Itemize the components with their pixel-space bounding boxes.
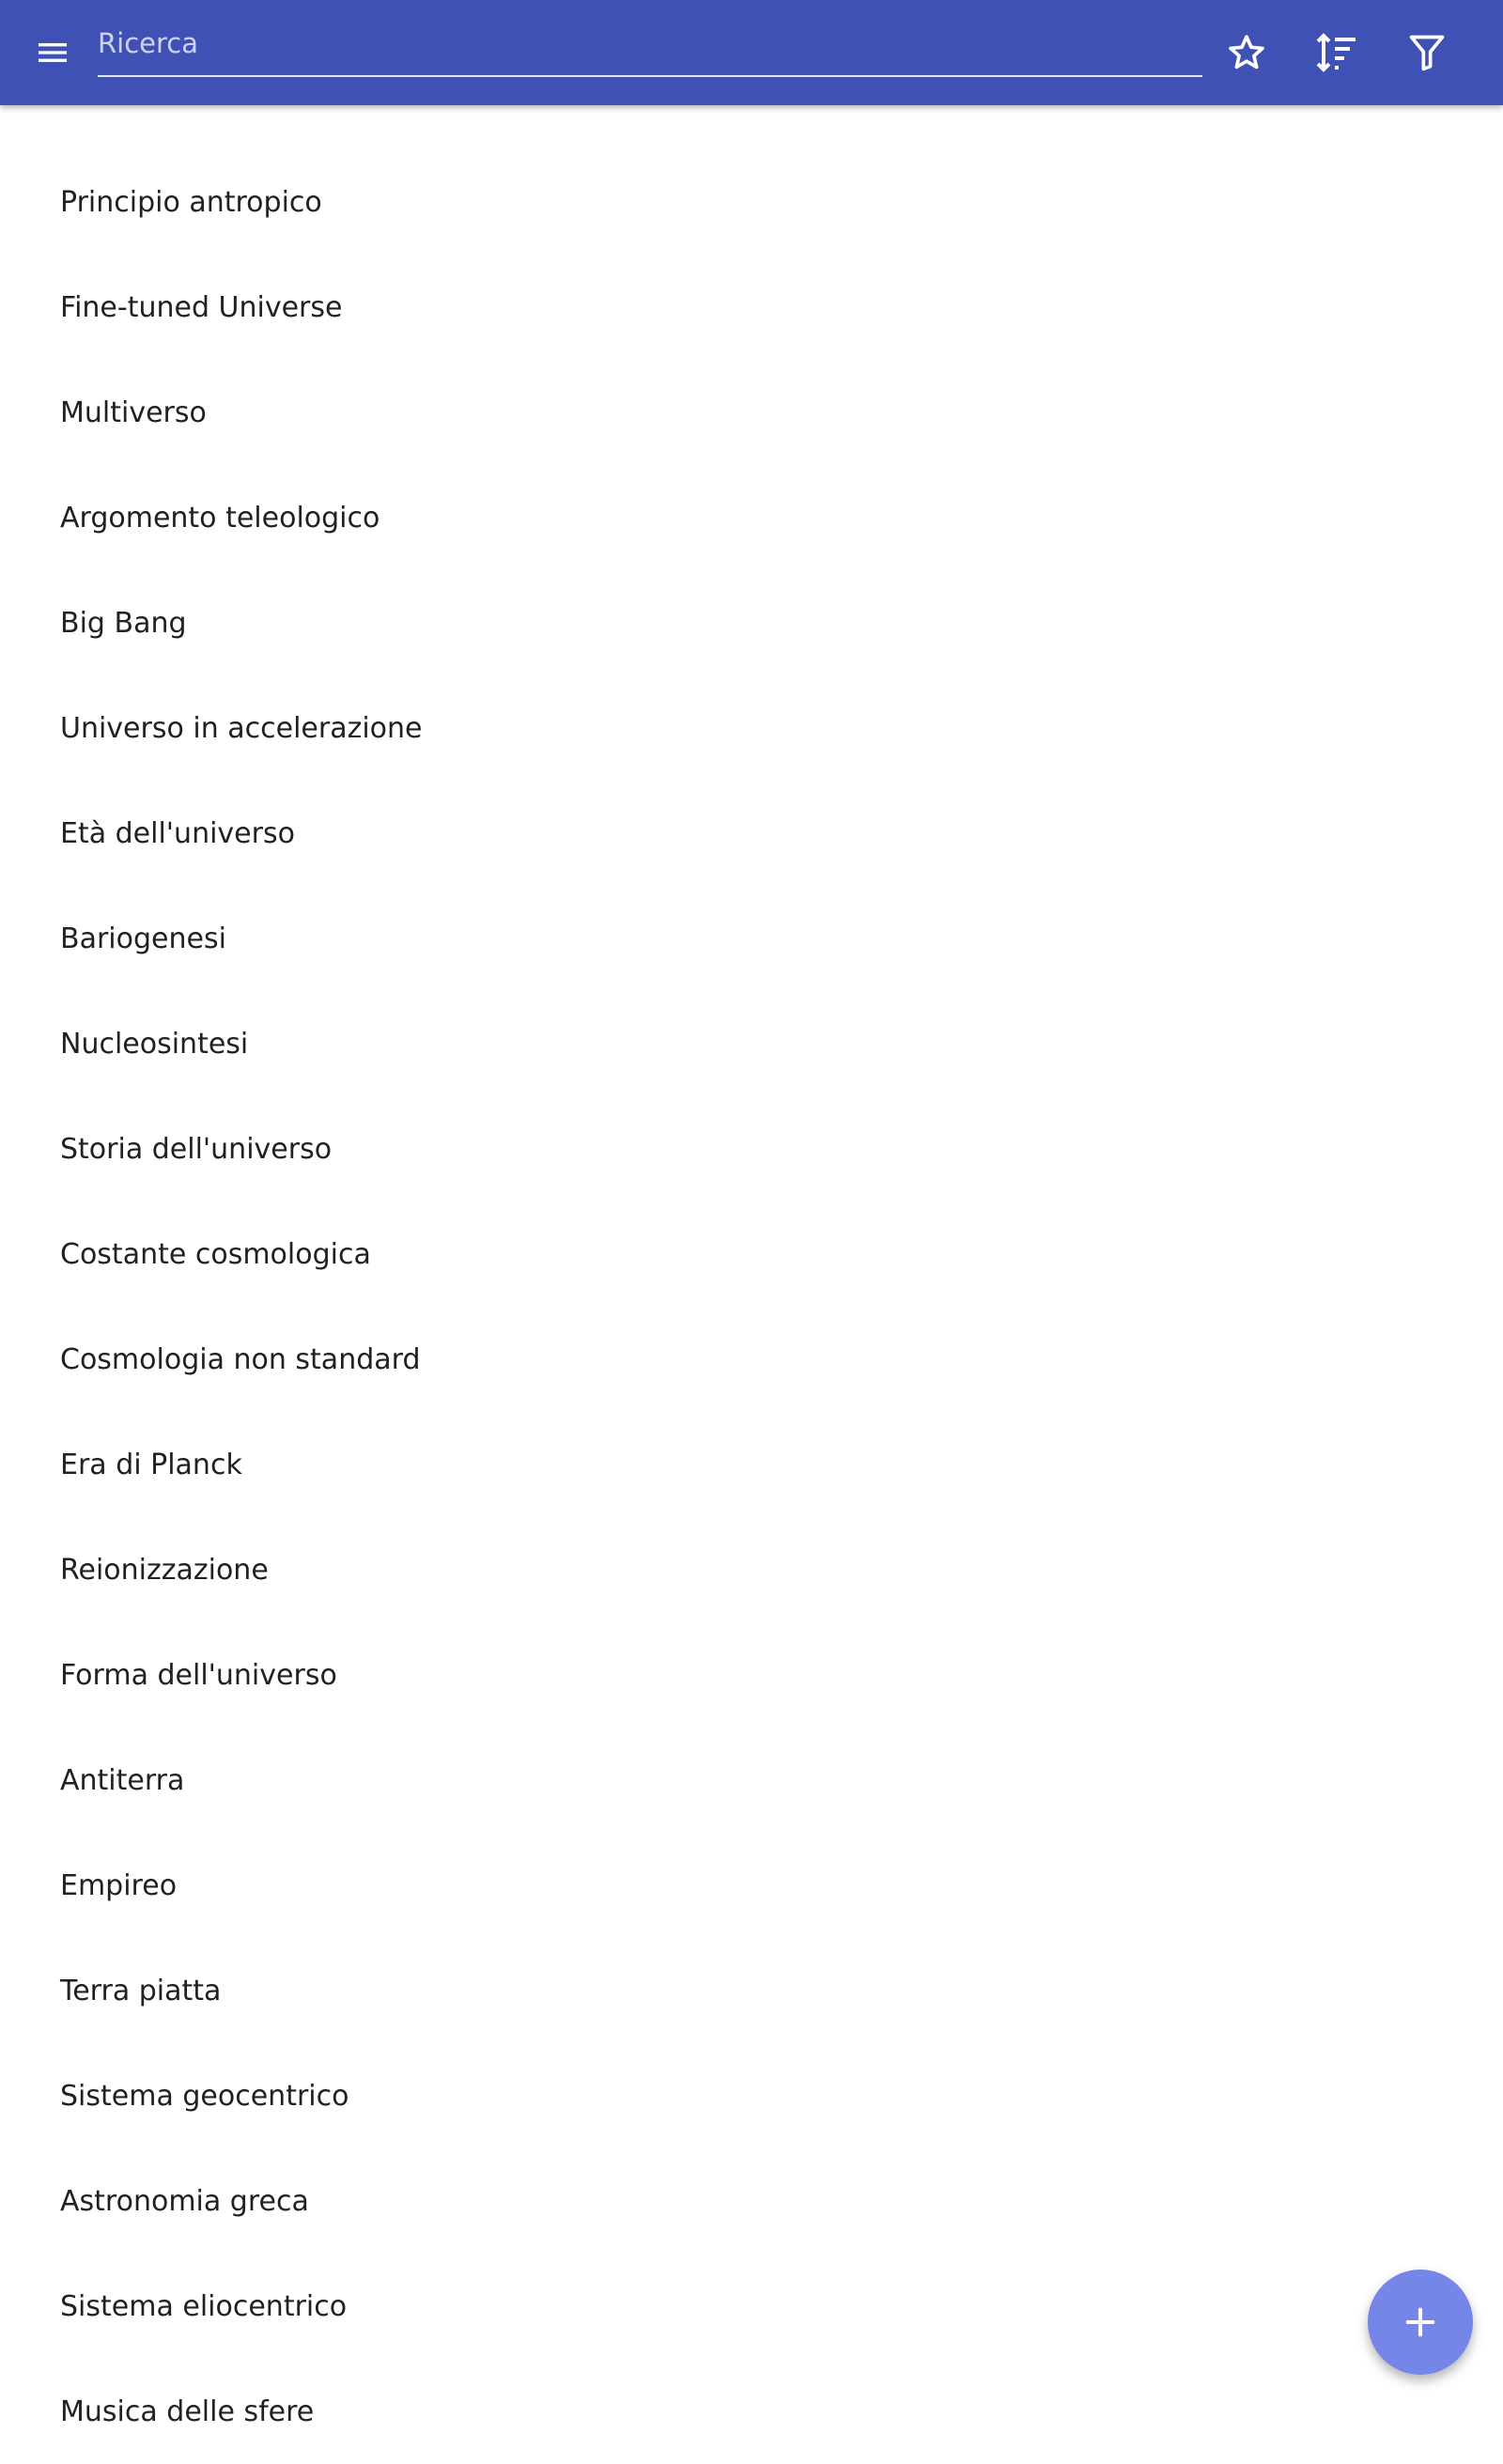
list-item-label: Cosmologia non standard <box>60 1342 421 1376</box>
list-item-label: Universo in accelerazione <box>60 711 423 745</box>
top-app-bar <box>0 0 1503 105</box>
list-item-label: Empireo <box>60 1868 178 1902</box>
list-item[interactable] <box>0 1938 1503 2043</box>
list-item[interactable] <box>0 2148 1503 2254</box>
list-item[interactable] <box>0 1833 1503 1938</box>
list-item[interactable] <box>0 675 1503 781</box>
list-item-label: Fine-tuned Universe <box>60 290 343 324</box>
list-item-label: Forma dell'universo <box>60 1658 337 1692</box>
list-item[interactable] <box>0 991 1503 1096</box>
list-item[interactable] <box>0 2043 1503 2148</box>
list-item[interactable] <box>0 1622 1503 1728</box>
sort-button[interactable] <box>1307 23 1367 83</box>
filter-button[interactable] <box>1397 23 1457 83</box>
add-button[interactable] <box>1368 2270 1473 2375</box>
filter-icon <box>1406 32 1448 73</box>
list-item-label: Terra piatta <box>60 1974 222 2007</box>
sort-icon <box>1314 30 1359 75</box>
search-input[interactable] <box>98 15 1202 71</box>
search-field[interactable] <box>98 15 1202 77</box>
list-item-label: Big Bang <box>60 606 187 640</box>
list-item-label: Antiterra <box>60 1763 185 1797</box>
list-item-label: Età dell'universo <box>60 816 295 850</box>
list-item-label: Storia dell'universo <box>60 1132 333 1166</box>
menu-button[interactable] <box>23 23 83 83</box>
list-item[interactable] <box>0 570 1503 675</box>
list-item[interactable] <box>0 1412 1503 1517</box>
list-item-label: Sistema eliocentrico <box>60 2289 348 2323</box>
list-item-label: Argomento teleologico <box>60 501 380 535</box>
list-item[interactable] <box>0 2359 1503 2464</box>
menu-icon <box>34 34 71 71</box>
list-item-label: Sistema geocentrico <box>60 2079 349 2113</box>
plus-icon <box>1402 2303 1439 2341</box>
list-item-label: Multiverso <box>60 395 207 429</box>
list-item-label: Musica delle sfere <box>60 2394 315 2428</box>
star-icon <box>1226 32 1267 73</box>
list-item[interactable] <box>0 1517 1503 1622</box>
list-item[interactable] <box>0 1307 1503 1412</box>
list-item[interactable] <box>0 1728 1503 1833</box>
list-item[interactable] <box>0 1096 1503 1201</box>
list-item-label: Bariogenesi <box>60 922 226 955</box>
list-item-label: Nucleosintesi <box>60 1027 249 1061</box>
list-item-label: Costante cosmologica <box>60 1237 371 1271</box>
favorites-button[interactable] <box>1216 23 1277 83</box>
list-item[interactable] <box>0 2254 1503 2359</box>
list-item[interactable] <box>0 886 1503 991</box>
list-item[interactable] <box>0 149 1503 255</box>
list-item-label: Astronomia greca <box>60 2184 309 2218</box>
list-item-label: Era di Planck <box>60 1448 242 1481</box>
list-item[interactable] <box>0 1201 1503 1307</box>
list-item[interactable] <box>0 360 1503 465</box>
list-item[interactable] <box>0 255 1503 360</box>
list-item-label: Reionizzazione <box>60 1553 269 1587</box>
list-item-label: Principio antropico <box>60 185 322 219</box>
list-item[interactable] <box>0 781 1503 886</box>
list-item[interactable] <box>0 465 1503 570</box>
